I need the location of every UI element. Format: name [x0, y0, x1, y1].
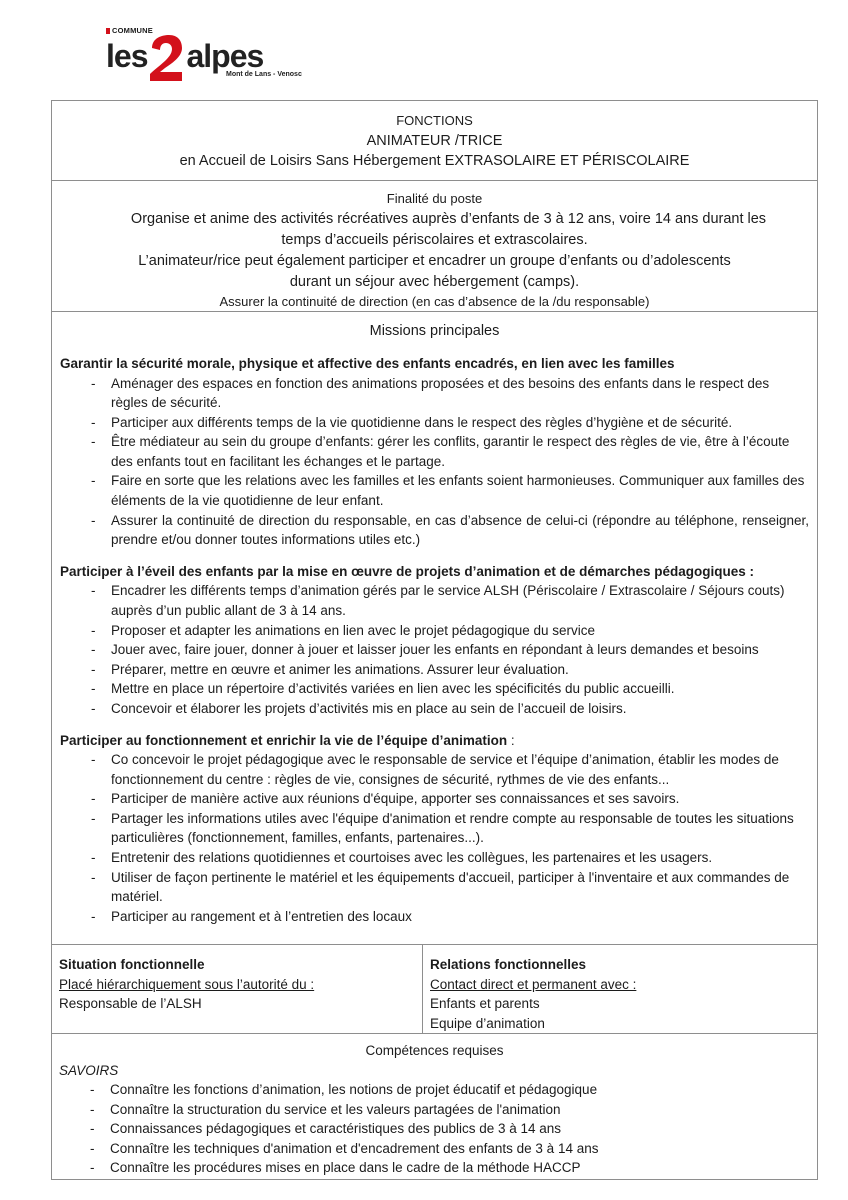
- list-item-text: Connaître la structuration du service et les valeurs partagées de l'animation: [110, 1101, 561, 1117]
- list-item: [60, 848, 809, 868]
- mission-block: [60, 731, 809, 927]
- dash-bullet: -: [91, 869, 96, 885]
- list-item: [59, 1119, 810, 1139]
- list-item-text: Partager les informations utiles avec l'équipe d'animation et rendre compte au responsable de toutes les situations particulières (fonctionnement, familles, enfants, partenaires...).: [111, 810, 794, 846]
- header-title: FONCTIONS: [396, 113, 473, 128]
- list-item-text: Connaître les procédures mises en place dans le cadre de la méthode HACCP: [110, 1160, 581, 1176]
- dash-bullet: -: [91, 642, 96, 658]
- column-divider: [422, 944, 423, 1033]
- mission-list: [60, 374, 809, 550]
- list-item-text: Connaître les fonctions d’animation, les notions de projet éducatif et pédagogique: [110, 1082, 598, 1097]
- dash-bullet: -: [91, 622, 96, 638]
- savoirs-label: SAVOIRS: [59, 1063, 119, 1078]
- list-item-text: Aménager des espaces en fonction des animations proposées et des besoins des enfants dans le respect des règles de sécurité.: [111, 375, 770, 411]
- list-item: [59, 1158, 810, 1178]
- finalite-section: [52, 189, 817, 311]
- header-section: [52, 111, 817, 171]
- dash-bullet: -: [91, 752, 96, 767]
- logo-word-les: les: [106, 38, 148, 74]
- dash-bullet: -: [90, 1082, 95, 1097]
- list-item-text: Préparer, mettre en œuvre et animer les animations. Assurer leur évaluation.: [111, 661, 569, 677]
- divider: [52, 1033, 817, 1034]
- mission-block-heading: [60, 354, 809, 374]
- dash-bullet: -: [91, 908, 96, 924]
- missions-title: Missions principales: [369, 323, 500, 339]
- dash-bullet: -: [91, 810, 96, 826]
- finalite-line: Organise et anime des activités récréatives auprès d’enfants de 3 à 12 ans, voire 14 ans durant les: [130, 211, 767, 227]
- dash-bullet: -: [91, 434, 96, 450]
- list-item: [60, 699, 809, 719]
- list-item-text: Connaître les techniques d'animation et d'encadrement des enfants de 3 à 14 ans: [110, 1140, 599, 1156]
- mission-heading-text: Participer à l’éveil des enfants par la mise en œuvre de projets d’animation et de démarches pédagogiques :: [60, 563, 754, 579]
- situation-subtitle: Placé hiérarchiquement sous l’autorité du :: [59, 976, 315, 992]
- list-item: [60, 789, 809, 809]
- list-item: [60, 679, 809, 699]
- list-item-text: Assurer la continuité de direction du responsable, en cas d’absence de celui-ci (répondre au téléphone, renseigner, prendre et/ou donner toutes informations utiles etc.): [111, 512, 809, 548]
- header-context: en Accueil de Loisirs Sans Hébergement EXTRASOLAIRE ET PÉRISCOLAIRE: [179, 153, 690, 169]
- list-item: [60, 809, 809, 848]
- list-item-text: Entretenir des relations quotidiennes et courtoises avec les collègues, les partenaires et les usagers.: [111, 849, 713, 865]
- list-item: [60, 511, 809, 550]
- dash-bullet: -: [90, 1160, 95, 1176]
- competences-list: [59, 1080, 810, 1178]
- dash-bullet: -: [91, 681, 96, 697]
- list-item-text: Participer au rangement et à l’entretien des locaux: [111, 908, 412, 924]
- list-item: [60, 907, 809, 927]
- dash-bullet: -: [91, 375, 96, 391]
- list-item-text: Proposer et adapter les animations en lien avec le projet pédagogique du service: [111, 622, 596, 638]
- divider: [52, 311, 817, 312]
- list-item-text: Jouer avec, faire jouer, donner à jouer et laisser jouer les enfants en répondant à leurs demandes et besoins: [111, 642, 759, 658]
- finalite-line: durant un séjour avec hébergement (camps).: [289, 274, 580, 290]
- list-item: [60, 868, 809, 907]
- finalite-line: temps d’accueils périscolaires et extrascolaires.: [281, 232, 588, 248]
- mission-block: [60, 562, 809, 719]
- competences-title: Compétences requises: [365, 1043, 504, 1058]
- list-item-text: Mettre en place un répertoire d’activités variées en lien avec les spécificités du public accueilli.: [111, 681, 675, 697]
- relations-title: Relations fonctionnelles: [430, 957, 587, 972]
- list-item: [60, 374, 809, 413]
- finalite-line: L’animateur/rice peut également participer et encadrer un groupe d’enfants ou d’adolescents: [138, 253, 731, 269]
- finalite-note: Assurer la continuité de direction (en cas d’absence de la /du responsable): [219, 294, 650, 309]
- dash-bullet: -: [91, 473, 96, 489]
- list-item-text: Encadrer les différents temps d’animation gérés par le service ALSH (Périscolaire / Extrascolaire / Séjours couts) auprès d’un public allant de 3 à 14 ans.: [111, 583, 785, 618]
- mission-list: [60, 750, 809, 926]
- dash-bullet: -: [91, 700, 96, 716]
- dash-bullet: -: [91, 791, 96, 807]
- mission-heading-tail: :: [507, 732, 515, 748]
- dash-bullet: -: [91, 849, 96, 865]
- commune-logo: [106, 24, 302, 86]
- list-item: [60, 413, 809, 433]
- logo-subtitle: Mont de Lans - Venosc: [226, 71, 302, 78]
- relations-value: Equipe d’animation: [430, 1015, 545, 1031]
- divider: [52, 180, 817, 181]
- header-job-title: ANIMATEUR /TRICE: [366, 133, 503, 149]
- list-item: [59, 1139, 810, 1159]
- list-item: [60, 621, 809, 641]
- dash-bullet: -: [91, 512, 96, 528]
- list-item: [60, 581, 809, 620]
- situation-title: Situation fonctionnelle: [59, 957, 205, 972]
- logo-word-alpes: alpes: [186, 38, 264, 74]
- mission-list: [60, 581, 809, 718]
- list-item: [60, 750, 809, 789]
- dash-bullet: -: [90, 1140, 95, 1156]
- list-item: [60, 432, 809, 471]
- list-item-text: Faire en sorte que les relations avec les familles et les enfants soient harmonieuses. Communiquer aux familles des éléments de la vie quotidienne de leur enfant.: [111, 473, 805, 509]
- dash-bullet: -: [91, 583, 96, 599]
- dash-bullet: -: [90, 1121, 95, 1137]
- list-item-text: Être médiateur au sein du groupe d’enfants: gérer les conflits, garantir le respect des règles de vie, être à l’écoute des enfants tout en facilitant les échanges et le partage.: [111, 434, 790, 469]
- list-item-text: Participer aux différents temps de la vie quotidienne dans le respect des règles d’hygiène et de sécurité.: [111, 414, 733, 430]
- logo-commune-label: COMMUNE: [106, 26, 153, 35]
- list-item-text: Concevoir et élaborer les projets d’activités mis en place au sein de l’accueil de loisirs.: [111, 700, 627, 716]
- divider: [52, 944, 817, 945]
- list-item-text: Connaissances pédagogiques et caractéristiques des publics de 3 à 14 ans: [110, 1121, 562, 1137]
- dash-bullet: -: [91, 661, 96, 677]
- mission-block-heading: [60, 562, 809, 582]
- job-description-table: [51, 100, 818, 1180]
- relations-value: Enfants et parents: [430, 996, 540, 1011]
- mission-heading-text: Participer au fonctionnement et enrichir la vie de l’équipe d’animation: [60, 732, 508, 748]
- dash-bullet: -: [91, 414, 96, 430]
- mission-heading-text: Garantir la sécurité morale, physique et affective des enfants encadrés, en lien avec les familles: [60, 356, 675, 371]
- list-item: [60, 471, 809, 510]
- list-item-text: Participer de manière active aux réunions d'équipe, apporter ses connaissances et ses savoirs.: [111, 791, 680, 807]
- mission-block-heading: [60, 731, 809, 751]
- list-item: [60, 660, 809, 680]
- list-item-text: Utiliser de façon pertinente le matériel et les équipements d'accueil, participer à l'inventaire et aux commandes de matériel.: [111, 869, 790, 905]
- relations-subtitle: Contact direct et permanent avec :: [430, 976, 637, 992]
- list-item-text: Co concevoir le projet pédagogique avec le responsable de service et l’équipe d’animation, établir les modes de fonctionnement du centre : règles de vie, consignes de sécurité, rythmes de vie des enfants...: [111, 752, 779, 787]
- list-item: [60, 640, 809, 660]
- finalite-title: Finalité du poste: [386, 191, 483, 206]
- situation-section: [59, 955, 419, 1014]
- missions-section: [52, 319, 817, 926]
- list-item: [59, 1080, 810, 1100]
- mission-block: [60, 354, 809, 550]
- logo-red-two-icon: [148, 34, 184, 82]
- situation-value: Responsable de l’ALSH: [59, 996, 202, 1011]
- dash-bullet: -: [90, 1101, 95, 1117]
- competences-section: [52, 1041, 817, 1178]
- relations-section: [430, 955, 810, 1033]
- list-item: [59, 1100, 810, 1120]
